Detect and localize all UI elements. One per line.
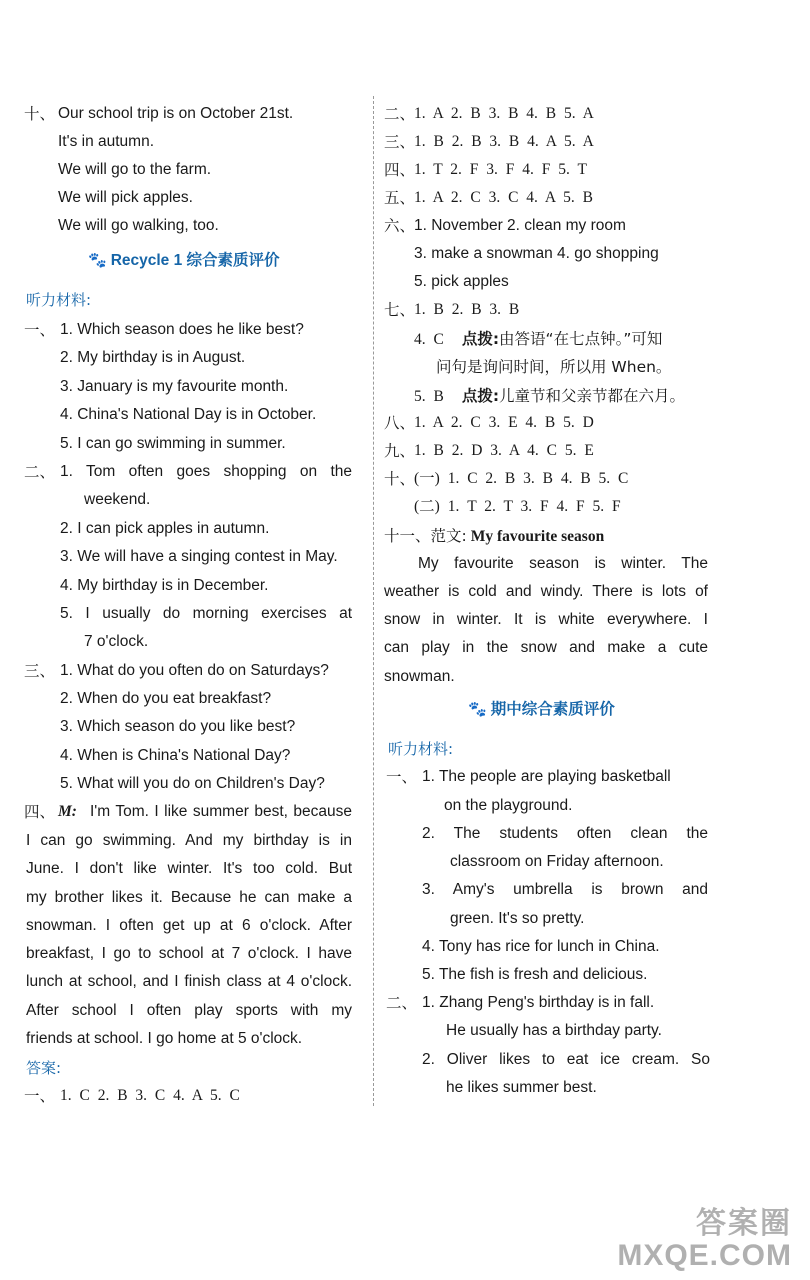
section-label: 十、 bbox=[384, 470, 416, 488]
answer-line: 1. A 2. C 3. E 4. B 5. D bbox=[414, 414, 594, 431]
paragraph-line: snowman. bbox=[384, 668, 455, 685]
section-label: 一、 bbox=[24, 1087, 56, 1105]
list-item: 2. My birthday is in August. bbox=[60, 349, 246, 366]
list-item: 2. Oliver likes to eat ice cream. So bbox=[422, 1051, 710, 1068]
section-label: 一、 bbox=[386, 768, 418, 786]
tip-label: 点拨: bbox=[461, 387, 500, 405]
section-label: 四、 bbox=[24, 803, 56, 821]
essay-title: My favourite season bbox=[470, 528, 605, 545]
list-item: weekend. bbox=[84, 491, 151, 508]
section-label: 三、 bbox=[384, 133, 416, 151]
section-label: 七、 bbox=[384, 301, 416, 319]
paragraph-line: lunch at school, and I finish class at 4 o'clock. bbox=[26, 973, 352, 990]
list-item: he likes summer best. bbox=[446, 1079, 597, 1096]
column-divider bbox=[373, 96, 374, 1106]
paragraph-line: breakfast, I go to school at 7 o'clock. I have bbox=[26, 945, 352, 962]
paragraph-line: June. I don't like winter. It's too cold. But bbox=[26, 860, 352, 877]
paragraph-line: can play in the snow and make a cute bbox=[384, 639, 708, 656]
list-item: 4. When is China's National Day? bbox=[60, 747, 291, 764]
tip-label: 点拨: bbox=[461, 330, 500, 348]
paragraph-line: friends at school. I go home at 5 o'clock. bbox=[26, 1030, 303, 1047]
paw-icon: 🐾 bbox=[88, 252, 107, 269]
list-item: He usually has a birthday party. bbox=[446, 1022, 662, 1039]
answer-line: 1. T 2. F 3. F 4. F 5. T bbox=[414, 161, 587, 178]
section-label: 八、 bbox=[384, 414, 416, 432]
section-label: 六、 bbox=[384, 217, 416, 235]
list-item: 1. What do you often do on Saturdays? bbox=[60, 662, 329, 679]
list-item: 1. Which season does he like best? bbox=[60, 321, 304, 338]
list-item: 5. The fish is fresh and delicious. bbox=[422, 966, 648, 983]
paragraph-line: I can go swimming. And my birthday is in bbox=[26, 832, 352, 849]
list-item: 4. China's National Day is in October. bbox=[60, 406, 317, 423]
list-item: 2. I can pick apples in autumn. bbox=[60, 520, 270, 537]
section-label: 五、 bbox=[384, 189, 416, 207]
listening-label: 听力材料: bbox=[26, 291, 92, 309]
essay-heading: 十一、范文: My favourite season bbox=[384, 527, 605, 545]
list-item: 1. Zhang Peng's birthday is in fall. bbox=[422, 994, 655, 1011]
answers-label: 答案: bbox=[26, 1059, 62, 1077]
answer-line: 1. C 2. B 3. C 4. A 5. C bbox=[60, 1087, 240, 1104]
list-item: 1. The people are playing basketball bbox=[422, 768, 671, 785]
text-line: We will go to the farm. bbox=[58, 161, 212, 178]
paragraph-line: snowman. I often get up at 6 o'clock. After bbox=[26, 917, 352, 934]
section-title: 🐾 期中综合素质评价 bbox=[468, 700, 615, 718]
section-label: 四、 bbox=[384, 161, 416, 179]
section-label: 一、 bbox=[24, 321, 56, 339]
paragraph-line: my brother likes it. Because he can make a bbox=[26, 889, 352, 906]
list-item: 2. The students often clean the bbox=[422, 825, 708, 842]
listening-label: 听力材料: bbox=[388, 740, 454, 758]
answer-line: 1. B 2. B 3. B bbox=[414, 301, 520, 318]
list-item: 3. Amy's umbrella is brown and bbox=[422, 881, 708, 898]
text-line: Our school trip is on October 21st. bbox=[58, 105, 294, 122]
paragraph-line: After school I often play sports with my bbox=[26, 1002, 352, 1019]
list-item: 4. My birthday is in December. bbox=[60, 577, 269, 594]
section-label: 二、 bbox=[386, 994, 418, 1012]
list-item: 3. January is my favourite month. bbox=[60, 378, 289, 395]
paragraph-line: snow in winter. It is white everywhere. I bbox=[384, 611, 708, 628]
section-title: 🐾 Recycle 1 综合素质评价 bbox=[88, 252, 280, 269]
answer-line: (二) 1. T 2. T 3. F 4. F 5. F bbox=[414, 498, 621, 515]
list-item: 5. What will you do on Children's Day? bbox=[60, 775, 325, 792]
list-item: 5. I can go swimming in summer. bbox=[60, 435, 286, 452]
text-line: We will go walking, too. bbox=[58, 217, 219, 234]
answer-line: 4. C 点拨:由答语“在七点钟。”可知 bbox=[414, 330, 663, 348]
section-label: 十、 bbox=[24, 105, 56, 123]
section-label: 二、 bbox=[384, 105, 416, 123]
answer-line: (一) 1. C 2. B 3. B 4. B 5. C bbox=[414, 470, 629, 487]
list-item: 1. Tom often goes shopping on the bbox=[60, 463, 352, 480]
list-item: 3. We will have a singing contest in May. bbox=[60, 548, 338, 565]
list-item: on the playground. bbox=[444, 797, 573, 814]
watermark: 答案圈 MXQE.COM bbox=[617, 1206, 792, 1272]
answer-line: 3. make a snowman 4. go shopping bbox=[414, 245, 659, 262]
section-label: 二、 bbox=[24, 463, 56, 481]
list-item: 2. When do you eat breakfast? bbox=[60, 690, 272, 707]
text-line: It's in autumn. bbox=[58, 133, 155, 150]
list-item: 7 o'clock. bbox=[84, 633, 149, 650]
section-label: 三、 bbox=[24, 662, 56, 680]
paw-icon: 🐾 bbox=[468, 700, 487, 718]
list-item: 4. Tony has rice for lunch in China. bbox=[422, 938, 660, 955]
paragraph-line: weather is cold and windy. There is lots of bbox=[384, 583, 708, 600]
answer-line: 问句是询问时间，所以用 When。 bbox=[436, 358, 672, 376]
answer-line: 1. A 2. B 3. B 4. B 5. A bbox=[414, 105, 594, 122]
answer-line: 1. B 2. D 3. A 4. C 5. E bbox=[414, 442, 594, 459]
answer-line: 1. A 2. C 3. C 4. A 5. B bbox=[414, 189, 593, 206]
speaker-label: M: bbox=[58, 803, 77, 820]
answer-line: 1. November 2. clean my room bbox=[414, 217, 626, 234]
text-line: We will pick apples. bbox=[58, 189, 193, 206]
paragraph-line: My favourite season is winter. The bbox=[418, 555, 708, 572]
list-item: classroom on Friday afternoon. bbox=[450, 853, 664, 870]
list-item: green. It's so pretty. bbox=[450, 910, 585, 927]
list-item: 3. Which season do you like best? bbox=[60, 718, 296, 735]
answer-line: 1. B 2. B 3. B 4. A 5. A bbox=[414, 133, 594, 150]
section-label: 九、 bbox=[384, 442, 416, 460]
paragraph-line: I'm Tom. I like summer best, because bbox=[90, 803, 352, 820]
answer-line: 5. B 点拨:儿童节和父亲节都在六月。 bbox=[414, 387, 686, 405]
list-item: 5. I usually do morning exercises at bbox=[60, 605, 352, 622]
answer-line: 5. pick apples bbox=[414, 273, 509, 290]
